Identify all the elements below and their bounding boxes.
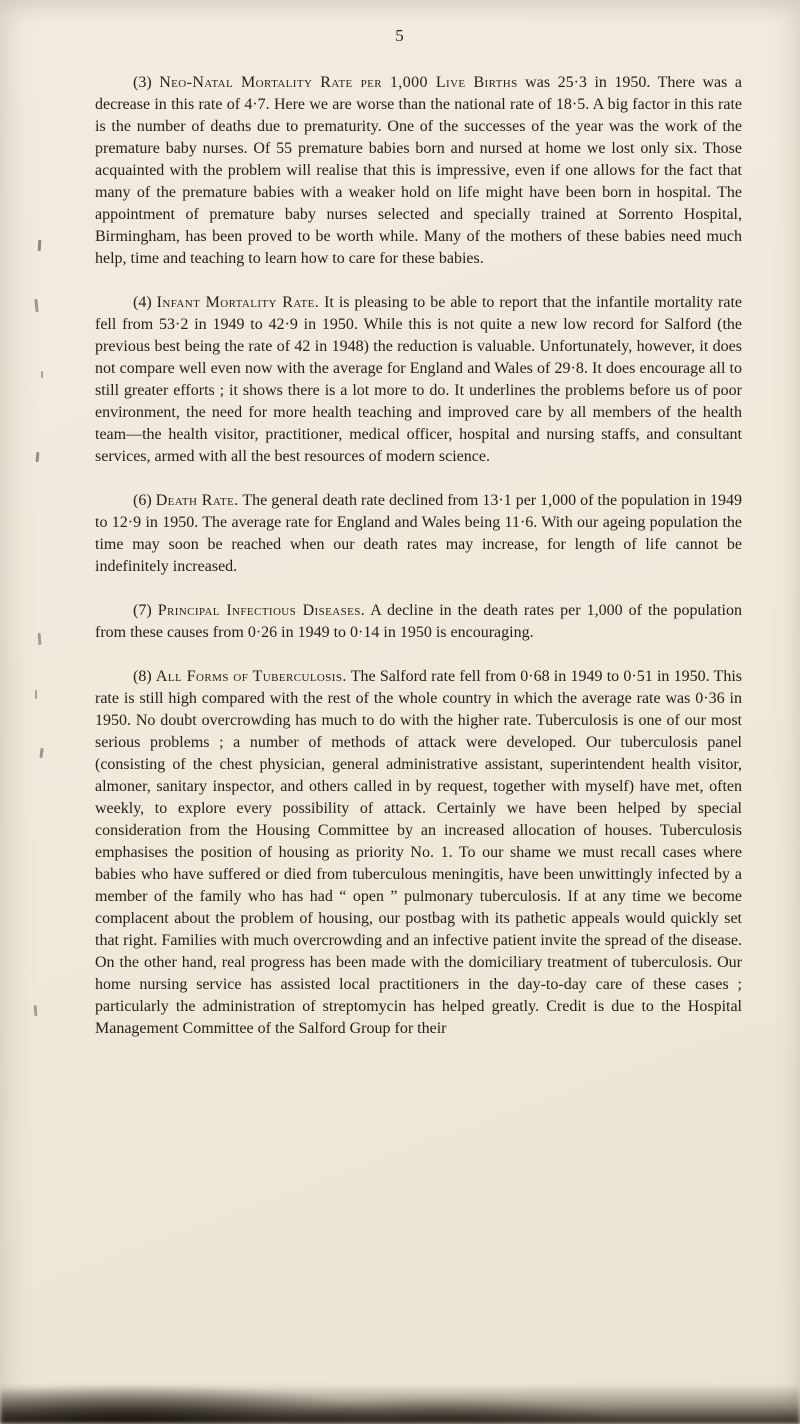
scan-bottom-shadow (0, 1384, 800, 1424)
paragraph-heading: All Forms of Tuberculosis. (155, 668, 347, 685)
paragraph-text: It is pleasing to be able to report that the infantile mortality rate fell from 53·2 in 1949 to 42·9 in 1950. While this is not quite a new low record for Salford (the previous best being the rate of 42 in 1948) the reduction is valuable. Unfortunately, however, it does not compare well even now with the average for England and Wales of 29·8. It does encourage all to still greater efforts ; it shows there is a lot more to do. It underlines the problems before us of poor environment, the need for more health teaching and improved care by all members of the health team—the health visitor, practitioner, medical officer, hospital and nursing staffs, and consultant services, armed with all the best resources of modern science. (95, 294, 742, 465)
page-number: 5 (395, 26, 405, 45)
scan-artifact (36, 452, 40, 462)
scan-artifact (34, 1005, 38, 1016)
paragraph-heading: Neo-Natal Mortality Rate per 1,000 Live Births (159, 74, 518, 91)
text-block (95, 72, 742, 1040)
paragraph-text: was 25·3 in 1950. There was a decrease in this rate of 4·7. Here we are worse than the national rate of 18·5. A big factor in this rate is the number of deaths due to prematurity. One of the successes of the year was the work of the premature baby nurses. Of 55 premature babies born and nursed at home we lost only six. Those acquainted with the problem will realise that this is impressive, even if one allows for the fact that many of the premature babies with a weaker hold on life might have been born in hospital. The appointment of premature baby nurses selected and specially trained at Sorrento Hospital, Birmingham, has been proved to be worth while. Many of the mothers of these babies need much help, time and teaching to learn how to care for these babies. (95, 74, 743, 267)
paragraph-heading: Infant Mortality Rate. (156, 294, 320, 311)
scan-artifact (34, 299, 38, 312)
paragraph-number: (6) (133, 492, 156, 509)
paragraph-text: The Salford rate fell from 0·68 in 1949 to 0·51 in 1950. This rate is still high compared with the rest of the whole country in which the average rate was 0·36 in 1950. No doubt overcrowding has much to do with the higher rate. Tuberculosis is one of our most serious problems ; a number of methods of attack were developed. Our tuberculosis panel (consisting of the chest physician, general administrative assistant, superintendent health visitor, almoner, sanitary inspector, and others called in by request, together with myself) have met, often weekly, to explore every possibility of attack. Certainly we have been helped by special consideration from the Housing Committee by an increased allocation of houses. Tuberculosis emphasises the position of housing as priority No. 1. To our shame we must recall cases where babies who have suffered or died from tuberculous meningitis, have been unwittingly infected by a member of the family who has had “ open ” pulmonary tuberculosis. If at any time we become complacent about the problem of housing, our postbag with its pathetic appeals would quickly set that right. Families with much overcrowding and an infective patient invite the spread of the disease. On the other hand, real progress has been made with the domiciliary treatment of tuberculosis. Our home nursing service has assisted local practitioners in the day-to-day care of these cases ; particularly the administration of streptomycin has helped greatly. Credit is due to the Hospital Management Committee of the Salford Group for their (95, 668, 743, 1037)
paragraph-heading: Death Rate. (155, 492, 239, 509)
paragraph-6 (95, 490, 742, 578)
paragraph-number: (8) (133, 668, 156, 685)
paragraph-heading: Principal Infectious Diseases. (157, 602, 366, 619)
paragraph-4 (95, 292, 742, 468)
paragraph-3 (95, 72, 742, 270)
scan-artifact (39, 748, 43, 758)
paragraph-number: (4) (133, 294, 157, 311)
paragraph-text: The general death rate declined from 13·1 per 1,000 of the population in 1949 to 12·9 in 1950. The average rate for England and Wales being 11·6. With our ageing population the time may soon be reached when our death rates may increase, for length of life cannot be indefinitely increased. (95, 492, 742, 575)
scan-artifact (38, 240, 42, 251)
paragraph-number: (3) (133, 74, 160, 91)
scan-artifact (35, 690, 37, 699)
scan-artifact (38, 633, 42, 645)
paragraph-8 (95, 666, 742, 1040)
paragraph-7 (95, 600, 742, 644)
paragraph-number: (7) (133, 602, 158, 619)
scan-artifact (41, 371, 43, 378)
paragraph-text: A decline in the death rates per 1,000 of the population from these causes from 0·26 in 1949 to 0·14 in 1950 is encouraging. (95, 602, 742, 641)
